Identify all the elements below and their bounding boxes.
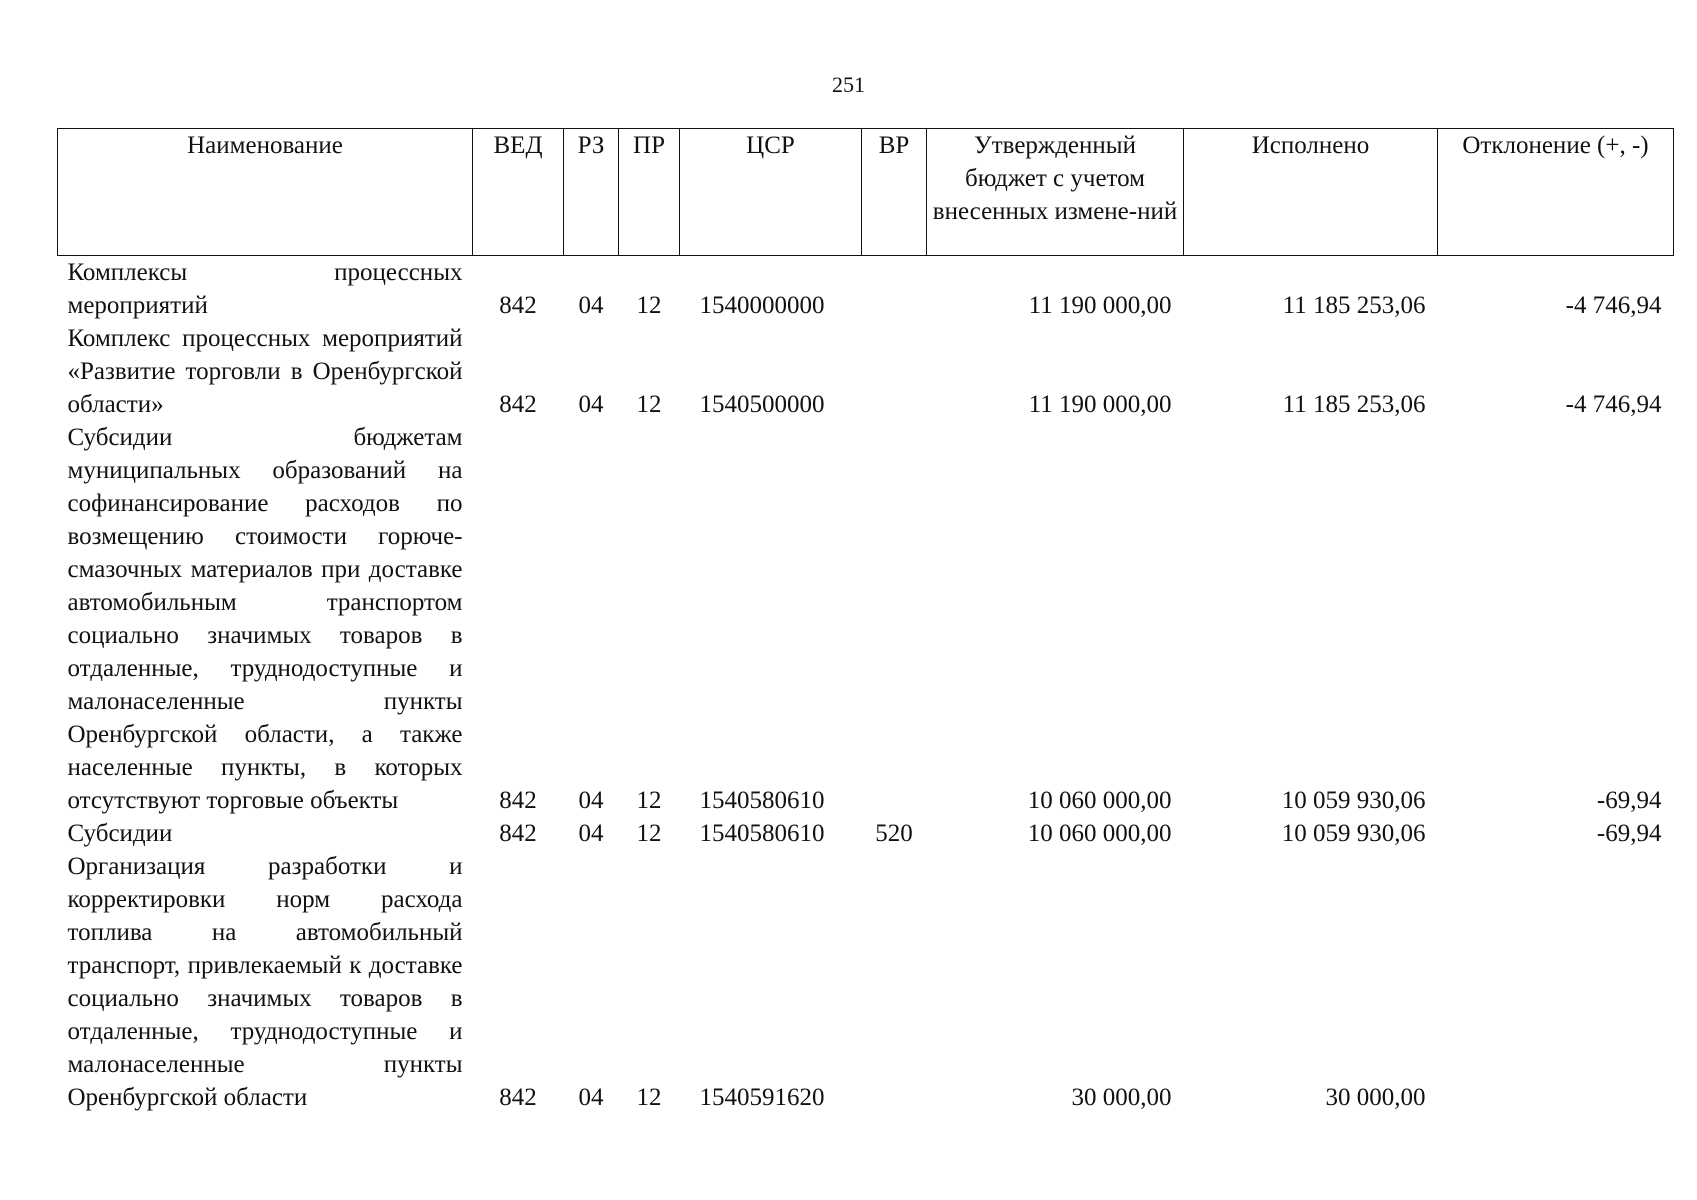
row-rz: 04	[578, 391, 604, 418]
row-executed: 30 000,00	[1325, 1084, 1426, 1111]
row-csr: 1540500000	[699, 391, 825, 418]
row-deviation	[1438, 850, 1674, 1114]
header-ved: ВЕД	[473, 129, 564, 256]
row-pr: 12	[636, 292, 662, 319]
header-pr: ПР	[619, 129, 680, 256]
row-csr: 1540000000	[699, 292, 825, 319]
row-vr	[862, 850, 927, 1114]
table-row	[58, 256, 1674, 323]
row-pr: 12	[636, 391, 662, 418]
row-pr: 12	[636, 787, 662, 814]
header-rz: РЗ	[564, 129, 619, 256]
row-ved: 842	[499, 292, 537, 319]
row-pr: 12	[636, 820, 662, 847]
row-csr: 1540580610	[699, 820, 825, 847]
row-ved: 842	[499, 1084, 537, 1111]
row-executed: 11 185 253,06	[1282, 292, 1426, 319]
row-csr: 1540591620	[699, 1084, 825, 1111]
table-row	[58, 817, 1674, 850]
row-approved: 11 190 000,00	[1028, 391, 1172, 418]
row-ved: 842	[499, 391, 537, 418]
row-pr: 12	[636, 1084, 662, 1111]
table-row	[58, 322, 1674, 421]
header-name: Наименование	[58, 129, 473, 256]
row-approved: 11 190 000,00	[1028, 292, 1172, 319]
header-approved: Утвержденный бюджет с учетом внесенных измене-ний	[927, 129, 1184, 256]
row-ved: 842	[499, 820, 537, 847]
row-deviation: -69,94	[1596, 820, 1662, 847]
row-ved: 842	[499, 787, 537, 814]
row-approved: 10 060 000,00	[1027, 820, 1172, 847]
row-vr: 520	[875, 820, 913, 847]
header-vr: ВР	[862, 129, 927, 256]
table-row	[58, 850, 1674, 1114]
row-name: Организация разработки и корректировки норм расхода топлива на автомобильный транспорт, привлекаемый к доставке социально значимых товаров в отдаленные, труднодоступные и малонаселенные пункты Оренбургской области	[67, 853, 463, 1111]
row-vr	[862, 256, 927, 323]
row-name: Субсидии бюджетам муниципальных образований на софинансирование расходов по возмещению стоимости горюче-смазочных материалов при доставке автомобильным транспортом социально значимых товаров в отдаленные, труднодоступные и малонаселенные пункты Оренбургской области, а также населенные пункты, в которых отсутствуют торговые объекты	[67, 424, 463, 814]
row-rz: 04	[578, 1084, 604, 1111]
row-name: Субсидии	[67, 820, 173, 847]
budget-execution-table	[57, 128, 1674, 1114]
row-rz: 04	[578, 292, 604, 319]
row-csr: 1540580610	[699, 787, 825, 814]
row-rz: 04	[578, 820, 604, 847]
row-executed: 10 059 930,06	[1281, 820, 1426, 847]
row-deviation: -4 746,94	[1565, 391, 1662, 418]
header-executed: Исполнено	[1184, 129, 1438, 256]
row-rz: 04	[578, 787, 604, 814]
row-vr	[862, 421, 927, 817]
row-deviation: -69,94	[1596, 787, 1662, 814]
header-csr: ЦСР	[680, 129, 862, 256]
table-row	[58, 421, 1674, 817]
row-vr	[862, 322, 927, 421]
row-name: Комплекс процессных мероприятий «Развитие торговли в Оренбургской области»	[67, 325, 463, 418]
row-deviation: -4 746,94	[1565, 292, 1662, 319]
row-executed: 11 185 253,06	[1282, 391, 1426, 418]
table-header-row	[58, 129, 1674, 256]
row-name: Комплексы процессных мероприятий	[67, 259, 463, 319]
row-executed: 10 059 930,06	[1281, 787, 1426, 814]
header-deviation: Отклонение (+, -)	[1438, 129, 1674, 256]
row-approved: 30 000,00	[1071, 1084, 1172, 1111]
row-approved: 10 060 000,00	[1027, 787, 1172, 814]
page-number: 251	[832, 72, 865, 97]
